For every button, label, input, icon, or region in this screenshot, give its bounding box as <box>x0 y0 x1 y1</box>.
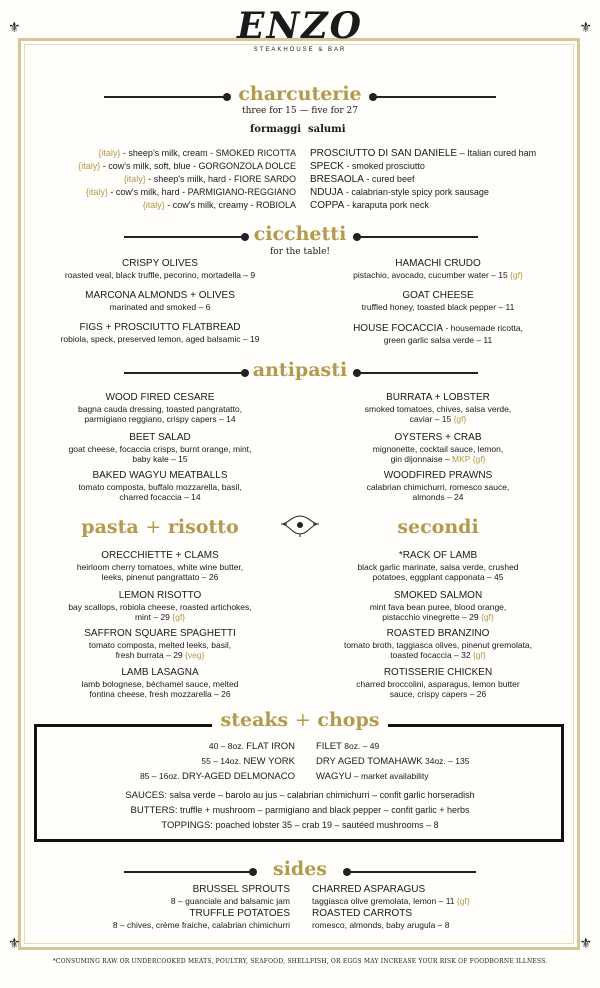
ornament-icon <box>279 514 321 538</box>
corner-ornament-icon: ⚜ <box>579 937 592 952</box>
steak-item: FILET 8oz. – 49 <box>316 741 380 752</box>
section-title-steaks-chops: steaks + chops <box>212 709 388 731</box>
list-item: {italy} - cow's milk, hard - PARMIGIANO-REGGIANO <box>85 187 296 197</box>
steak-item: 55 – 14oz. NEW YORK <box>201 756 295 767</box>
brand-subtitle: STEAKHOUSE & BAR <box>253 47 347 53</box>
section-title-sides: sides <box>273 858 327 880</box>
list-item: {italy} - sheep's milk, hard - FIORE SARDO <box>123 174 296 184</box>
steak-item: WAGYU – market availability <box>316 771 429 782</box>
side-item: BRUSSEL SPROUTS 8 – guanciale and balsamic jam <box>170 884 290 906</box>
side-item: TRUFFLE POTATOES 8 – chives, crème fraiche, calabrian chimichurri <box>112 908 290 930</box>
list-item: {italy} - cow's milk, soft, blue - GORGONZOLA DOLCE <box>78 161 296 171</box>
section-title-cicchetti: cicchetti <box>253 223 347 245</box>
list-item: BRESAOLA - cured beef <box>310 174 415 185</box>
menu-item: LEMON RISOTTO bay scallops, robiola cheese, roasted artichokes, mint – 29 {gf} <box>68 590 252 622</box>
list-item: PROSCIUTTO DI SAN DANIELE – Italian cured ham <box>310 148 537 159</box>
menu-item: HAMACHI CRUDO pistachio, avocado, cucumber water – 15 {gf} <box>353 258 523 280</box>
corner-ornament-icon: ⚜ <box>579 21 592 36</box>
menu-item: *RACK OF LAMB black garlic marinate, salsa verde, crushed potatoes, eggplant capponata – 45 <box>357 550 519 582</box>
list-item: NDUJA - calabrian-style spicy pork sausage <box>310 187 489 198</box>
menu-item: SAFFRON SQUARE SPAGHETTI tomato composta, melted leeks, basil, fresh burrata – 29 {veg} <box>84 628 236 660</box>
menu-item: CRISPY OLIVES roasted veal, black truffle, pecorino, mortadella – 9 <box>64 258 256 280</box>
menu-item: ROASTED BRANZINO tomato broth, taggiasca olives, pinenut gremolata, toasted focaccia – 32 {gf} <box>343 628 533 660</box>
menu-item: ORECCHIETTE + CLAMS heirloom cherry tomatoes, white wine butter, leeks, pinenut pangrattato – 26 <box>76 550 244 582</box>
menu-item: HOUSE FOCACCIA - housemade ricotta, green garlic salsa verde – 11 <box>353 323 523 345</box>
sauces-line: SAUCES: salsa verde – barolo au jus – calabrian chimichurri – confit garlic horseradish <box>125 790 475 801</box>
side-item: CHARRED ASPARAGUS taggiasca olive gremolata, lemon – 11 {gf} <box>312 884 470 906</box>
charcuterie-pricing: three for 15 — five for 27 <box>242 106 358 116</box>
section-title-secondi: secondi <box>397 516 479 538</box>
section-title-charcuterie: charcuterie <box>238 83 362 105</box>
food-safety-disclaimer: *CONSUMING RAW OR UNDERCOOKED MEATS, POULTRY, SEAFOOD, SHELLFISH, OR EGGS MAY INCREASE YOUR RISK OF FOODBORNE ILLNESS. <box>52 958 548 965</box>
menu-item: GOAT CHEESE truffled honey, toasted black pepper – 11 <box>361 290 515 312</box>
corner-ornament-icon: ⚜ <box>8 21 21 36</box>
menu-item: WOOD FIRED CESARE bagna cauda dressing, toasted pangratatto, parmigiano reggiano, crispy capers – 14 <box>78 392 242 424</box>
salumi-label: salumi <box>308 124 346 135</box>
toppings-line: TOPPINGS: poached lobster 35 – crab 19 – sautéed mushrooms – 8 <box>161 820 439 831</box>
section-title-antipasti: antipasti <box>252 359 348 381</box>
menu-item: SMOKED SALMON mint fava bean puree, blood orange, pistacchio vinegrette – 29 {gf} <box>369 590 507 622</box>
formaggi-label: formaggi <box>250 124 302 135</box>
menu-item: OYSTERS + CRAB mignonette, cocktail sauce, lemon, gin dijonnaise – MKP {gf} <box>372 432 504 464</box>
menu-item: ROTISSERIE CHICKEN charred broccolini, asparagus, lemon butter sauce, crispy capers – 26 <box>356 667 520 699</box>
menu-item: BAKED WAGYU MEATBALLS tomato composta, buffalo mozzarella, basil, charred focaccia – 14 <box>78 470 242 502</box>
menu-item: FIGS + PROSCIUTTO FLATBREAD robiola, speck, preserved lemon, aged balsamic – 19 <box>60 322 260 344</box>
brand-logo: ENZO <box>237 5 363 47</box>
list-item: COPPA - karaputa pork neck <box>310 200 429 211</box>
steak-item: 40 – 8oz. FLAT IRON <box>208 741 295 752</box>
steak-item: 85 – 16oz. DRY-AGED DELMONACO <box>139 771 295 782</box>
menu-item: LAMB LASAGNA lamb bolognese, béchamel sauce, melted fontina cheese, fresh mozzarella – 26 <box>81 667 239 699</box>
list-item: {italy} - sheep's milk, cream - SMOKED RICOTTA <box>98 148 296 158</box>
corner-ornament-icon: ⚜ <box>8 937 21 952</box>
list-item: {italy} - cow's milk, creamy - ROBIOLA <box>142 200 296 210</box>
menu-item: BEET SALAD goat cheese, focaccia crisps, burnt orange, mint, baby kale – 15 <box>68 432 252 464</box>
list-item: SPECK - smoked prosciutto <box>310 161 425 172</box>
menu-item: WOODFIRED PRAWNS calabrian chimichurri, romesco sauce, almonds – 24 <box>366 470 510 502</box>
cicchetti-tagline: for the table! <box>269 247 331 257</box>
butters-line: BUTTERS: truffle + mushroom – parmigiano and black pepper – confit garlic + herbs <box>130 805 470 816</box>
section-title-pasta-risotto: pasta + risotto <box>81 516 239 538</box>
menu-item: BURRATA + LOBSTER smoked tomatoes, chives, salsa verde, caviar – 15 {gf} <box>364 392 512 424</box>
side-item: ROASTED CARROTS romesco, almonds, baby arugula – 8 <box>312 908 450 930</box>
menu-item: MARCONA ALMONDS + OLIVES marinated and smoked – 6 <box>85 290 235 312</box>
steak-item: DRY AGED TOMAHAWK 34oz. – 135 <box>316 756 470 767</box>
